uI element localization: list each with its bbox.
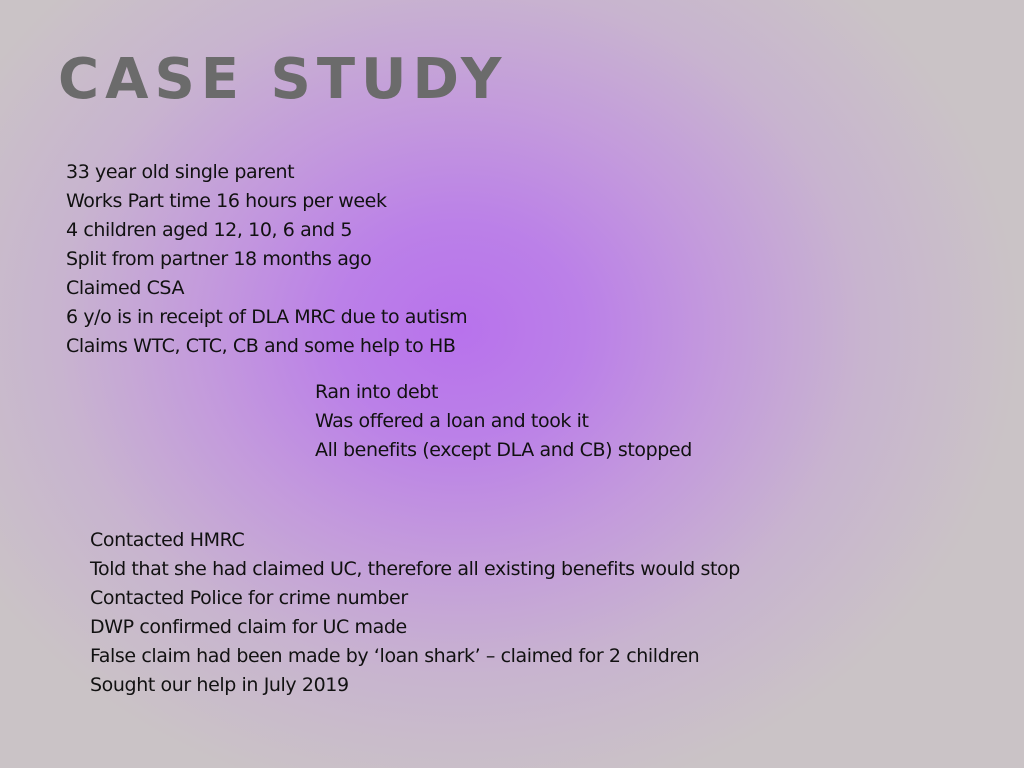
- action-line: Contacted Police for crime number: [90, 587, 408, 609]
- action-line: Told that she had claimed UC, therefore all existing benefits would stop: [90, 558, 740, 580]
- action-line: Contacted HMRC: [90, 529, 245, 551]
- debt-line: All benefits (except DLA and CB) stopped: [315, 439, 692, 461]
- profile-line: 4 children aged 12, 10, 6 and 5: [66, 219, 353, 241]
- actions-taken-list: [90, 526, 740, 700]
- profile-line: 33 year old single parent: [66, 161, 295, 183]
- profile-line: Split from partner 18 months ago: [66, 248, 372, 270]
- debt-events-list: [315, 378, 692, 465]
- slide-title: CASE STUDY: [58, 47, 508, 112]
- debt-line: Was offered a loan and took it: [315, 410, 589, 432]
- action-line: Sought our help in July 2019: [90, 674, 349, 696]
- debt-line: Ran into debt: [315, 381, 439, 403]
- profile-line: Claimed CSA: [66, 277, 185, 299]
- action-line: False claim had been made by ‘loan shark’ – claimed for 2 children: [90, 645, 700, 667]
- profile-line: 6 y/o is in receipt of DLA MRC due to autism: [66, 306, 468, 328]
- profile-line: Claims WTC, CTC, CB and some help to HB: [66, 335, 456, 357]
- action-line: DWP confirmed claim for UC made: [90, 616, 407, 638]
- client-profile-list: [66, 158, 467, 361]
- profile-line: Works Part time 16 hours per week: [66, 190, 387, 212]
